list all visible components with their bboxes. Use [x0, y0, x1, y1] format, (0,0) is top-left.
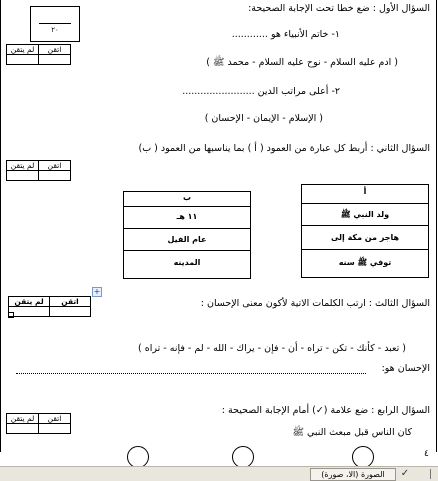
page-border-left: [0, 0, 1, 452]
column-b-item-2: عام الفيل: [167, 235, 207, 244]
grade-mastered-header: اتقن: [39, 45, 71, 55]
grade-not-mastered-header: لم يتقن: [9, 297, 50, 307]
page-border-right: [436, 0, 437, 452]
page-number: ٤: [424, 449, 429, 459]
table-move-handle-icon[interactable]: +: [93, 287, 101, 296]
grade-not-mastered-header: لم يتقن: [7, 414, 39, 424]
grade-mastered-header: اتقن: [39, 414, 71, 424]
q1-item2-options: ( الإسلام - الإيمان - الإحسان ): [204, 113, 323, 124]
score-box: [30, 6, 80, 42]
q1-item1-stem: ١- خاتم الأنبياء هو ............: [231, 29, 340, 40]
taskbar-tab[interactable]: الصورة (الا، صورة): [310, 468, 396, 481]
grade-cell[interactable]: [39, 55, 71, 65]
column-a-header: أ: [363, 187, 367, 196]
checkmark-icon[interactable]: ✓: [400, 468, 410, 479]
grade-cell[interactable]: [9, 307, 50, 317]
grade-cell[interactable]: [50, 307, 91, 317]
score-line: [39, 23, 71, 24]
grade-cell[interactable]: [39, 424, 71, 434]
q4-grade-table: [6, 413, 71, 434]
q3-grade-table: [8, 296, 91, 317]
q3-words: ( تعبد - كأنك - تكن - تراه - أن - فإن - يراك - الله - لم - فإنه - تراه ): [138, 343, 406, 354]
q1-item1-options: ( ادم عليه السلام - نوح عليه السلام - محمد ﷺ ): [206, 57, 398, 68]
column-b-header: ب: [182, 193, 192, 202]
score-value: ٢٠: [51, 26, 59, 34]
column-b-item-1: ١١ هـ: [176, 212, 198, 221]
taskbar-separator: [430, 469, 431, 479]
grade-cell[interactable]: [7, 55, 39, 65]
column-a-item-2: هاجر من مكة إلى: [330, 233, 400, 242]
option-circle-1[interactable]: [127, 446, 149, 468]
q2-title: السؤال الثاني : أربط كل عبارة من العمود ( أ ) بما يناسبها من العمود ( ب): [138, 143, 430, 154]
grade-not-mastered-header: لم يتقن: [7, 45, 39, 55]
column-a: [301, 184, 429, 278]
q3-answer-label: الإحسان هو:: [381, 363, 430, 374]
grade-cell[interactable]: [7, 171, 39, 181]
grade-mastered-header: اتقن: [39, 161, 71, 171]
option-circle-3[interactable]: [352, 446, 374, 468]
q4-statement: كان الناس قبل مبعث النبي ﷺ: [292, 427, 412, 438]
grade-not-mastered-header: لم يتقن: [7, 161, 39, 171]
q1-grade-table: [6, 44, 71, 65]
taskbar: [0, 466, 438, 481]
q1-item2-stem: ٢- أعلى مراتب الدين ........................: [182, 86, 340, 97]
q1-title: السؤال الأول : ضع خطا تحت الإجابة الصحيحة:: [248, 3, 430, 14]
grade-mastered-header: اتقن: [50, 297, 91, 307]
column-a-item-3: توفي ﷺ سنه: [338, 258, 392, 267]
grade-cell[interactable]: [7, 424, 39, 434]
q3-answer-line: [16, 373, 366, 374]
grade-cell[interactable]: [39, 171, 71, 181]
q2-grade-table: [6, 160, 71, 181]
q3-title: السؤال الثالث : ارتب الكلمات الاتية لأكون معنى الإحسان :: [200, 298, 430, 309]
option-circle-2[interactable]: [232, 446, 254, 468]
q4-title: السؤال الرابع : ضع علامة (✓) أمام الإجابة الصحيحة :: [221, 405, 430, 416]
table-resize-handle[interactable]: [8, 312, 14, 318]
column-b-item-3: المدينه: [173, 258, 201, 267]
column-b: [123, 191, 251, 279]
column-a-item-1: ولد النبي ﷺ: [340, 210, 390, 219]
